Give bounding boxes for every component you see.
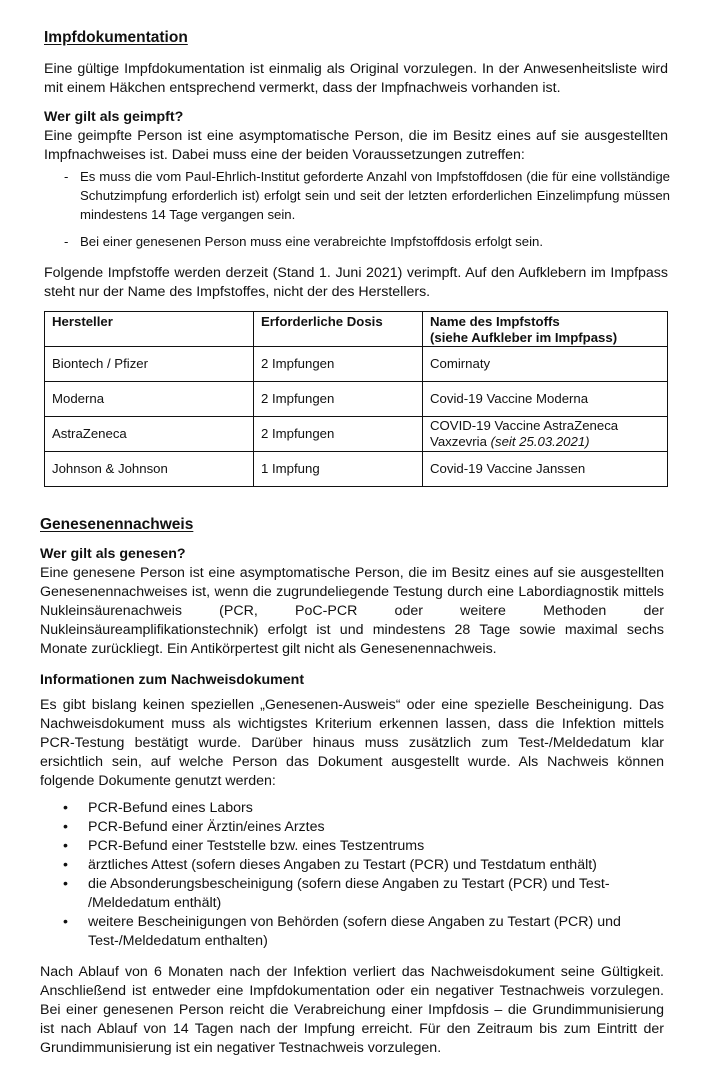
genesen-definition-paragraph: Eine genesene Person ist eine asymptomatische Person, die im Besitz eines auf sie ausgestellten Genesenennachweises ist, wenn die zugrundeliegende Testung durch eine Labordiagnostik mittels Nukleinsäurenachweis (PCR, PoC-PCR oder weitere Methoden der Nukleinsäureamplifikationstechnik) erfolgt ist und mindestens 28 Tage sowie maximal sechs Monate zurückliegt. Ein Antikörpertest gilt nicht als Genesenennachweis. xyxy=(40,565,664,657)
cell-dose: 2 Impfungen xyxy=(254,417,423,452)
table-row xyxy=(45,382,668,417)
cell-vaccine-name: Comirnaty xyxy=(423,347,668,382)
impf-conditions-list xyxy=(44,167,670,259)
table-row xyxy=(45,417,668,452)
list-item: • PCR-Befund eines Labors xyxy=(63,800,253,816)
cell-vaccine-name: Covid-19 Vaccine Moderna xyxy=(423,382,668,417)
date-note: (seit 25.03.2021) xyxy=(490,434,590,449)
impf-definition-paragraph: Eine geimpfte Person ist eine asymptomatische Person, die im Besitz eines auf sie ausgestellten Impfnachweises ist. Dabei muss eine der beiden Voraussetzungen zutreffen: xyxy=(44,128,668,163)
bullet-icon: • xyxy=(63,800,68,816)
condition-item: - Es muss die vom Paul-Ehrlich-Institut geforderte Anzahl von Impfstoffdosen (die für eine vollständige Schutzimpfung erforderlich ist) erfolgt sein und seit der letzten erforderlichen Einzelimpfung müssen mindestens 14 Tage vergangen sein. xyxy=(44,167,670,224)
cell-dose: 1 Impfung xyxy=(254,452,423,487)
cell-dose: 2 Impfungen xyxy=(254,347,423,382)
documents-list xyxy=(40,799,670,951)
table-row xyxy=(45,452,668,487)
subheading-wer-gilt-als-genesen: Wer gilt als genesen? xyxy=(40,546,186,562)
nachweisdokument-paragraph: Es gibt bislang keinen speziellen „Genesenen-Ausweis“ oder eine spezielle Bescheinigung. Das Nachweisdokument muss als wichtigstes Kriterium erkennen lassen, dass die Infektion mittels PCR-Testung bestätigt wurde. Darüber hinaus muss zusätzlich zum Test-/Meldedatum klar ersichtlich sein, auf welche Person das Dokument ausgestellt wurde. Als Nachweis können folgende Dokumente genutzt werden: xyxy=(40,697,664,789)
list-item: • PCR-Befund einer Ärztin/eines Arztes xyxy=(63,819,325,835)
bullet-icon: • xyxy=(63,857,68,873)
table-row xyxy=(45,347,668,382)
cell-manufacturer: AstraZeneca xyxy=(45,417,254,452)
list-item: • die Absonderungsbescheinigung (sofern diese Angaben zu Testart (PCR) und Test- /Meldedatum enthält) xyxy=(63,876,610,911)
list-item: • PCR-Befund einer Teststelle bzw. eines Testzentrums xyxy=(63,838,425,854)
subheading-nachweisdokument: Informationen zum Nachweisdokument xyxy=(40,672,305,688)
header-name: Name des Impfstoffs (siehe Aufkleber im Impfpass) xyxy=(423,312,668,347)
table-header-row xyxy=(45,312,668,347)
list-item: • weitere Bescheinigungen von Behörden (sofern diese Angaben zu Testart (PCR) und Test-/Meldedatum enthalten) xyxy=(63,914,621,949)
header-dosis: Erforderliche Dosis xyxy=(254,312,423,347)
bullet-icon: • xyxy=(63,819,68,835)
cell-vaccine-name: Covid-19 Vaccine Janssen xyxy=(423,452,668,487)
bullet-icon: • xyxy=(63,838,68,854)
cell-dose: 2 Impfungen xyxy=(254,382,423,417)
list-item: • ärztliches Attest (sofern dieses Angaben zu Testart (PCR) und Testdatum enthält) xyxy=(63,857,597,873)
closing-paragraph: Nach Ablauf von 6 Monaten nach der Infektion verliert das Nachweisdokument seine Gültigkeit. Anschließend ist entweder eine Impfdokumentation oder ein negativer Testnachweis vorzulegen. Bei einer genesenen Person reicht die Verabreichung einer Impfdosis – die Grundimmunisierung ist nach Ablauf von 14 Tagen nach der Impfung erreicht. Für den Zeitraum bis zum Eintritt der Grundimmunisierung ist ein negativer Testnachweis vorzulegen. xyxy=(40,964,664,1056)
vaccine-table xyxy=(44,311,668,487)
vaccines-intro-paragraph: Folgende Impfstoffe werden derzeit (Stand 1. Juni 2021) verimpft. Auf den Aufklebern im Impfpass steht nur der Name des Impfstoffes, nicht der des Herstellers. xyxy=(44,265,668,300)
bullet-icon: • xyxy=(63,876,68,892)
condition-item: - Bei einer genesenen Person muss eine verabreichte Impfstoffdosis erfolgt sein. xyxy=(44,232,670,251)
subheading-wer-gilt-als-geimpft: Wer gilt als geimpft? xyxy=(44,109,184,125)
cell-manufacturer: Moderna xyxy=(45,382,254,417)
cell-manufacturer: Biontech / Pfizer xyxy=(45,347,254,382)
section-heading-impfdokumentation: Impfdokumentation xyxy=(44,29,188,46)
header-hersteller: Hersteller xyxy=(45,312,254,347)
bullet-icon: • xyxy=(63,914,68,930)
impf-intro-paragraph: Eine gültige Impfdokumentation ist einmalig als Original vorzulegen. In der Anwesenheitsliste wird mit einem Häkchen entsprechend vermerkt, dass der Impfnachweis vorhanden ist. xyxy=(44,61,668,96)
cell-vaccine-name: COVID-19 Vaccine AstraZeneca Vaxzevria (seit 25.03.2021) xyxy=(423,417,668,452)
section-heading-genesenennachweis: Genesenennachweis xyxy=(40,516,194,533)
cell-manufacturer: Johnson & Johnson xyxy=(45,452,254,487)
